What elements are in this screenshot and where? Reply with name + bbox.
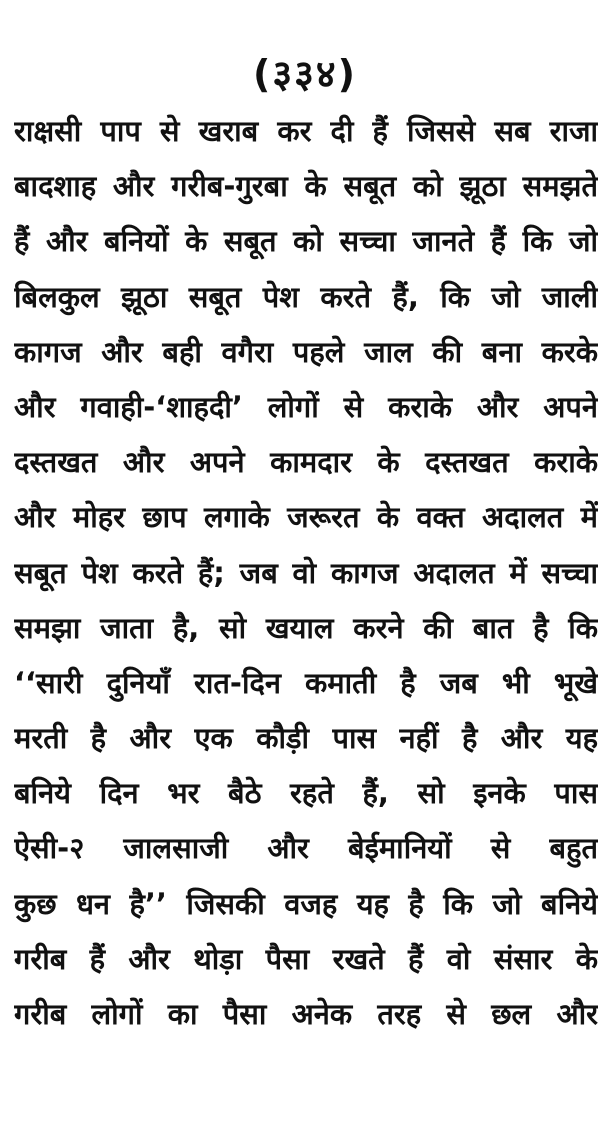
text-line: सबूत पेश करते हैं; जब वो कागज अदालत में सच्चा [14, 555, 598, 590]
text-line: कुछ धन है’’ जिसकी वजह यह है कि जो बनिये [14, 886, 598, 921]
text-line: गरीब लोगों का पैसा अनेक तरह से छल और [14, 997, 598, 1031]
text-line: राक्षसी पाप से खराब कर दी हैं जिससे सब राजा [14, 114, 598, 148]
body-text [14, 104, 598, 1042]
text-line: ऐसी-२ जालसाजी और बेईमानियों से बहुत [14, 831, 598, 866]
text-line: समझा जाता है, सो खयाल करने की बात है कि [14, 610, 598, 645]
text-line: और मोहर छाप लगाके जरूरत के वक्त अदालत में [14, 500, 598, 535]
text-line: दस्तखत और अपने कामदार के दस्तखत कराके [14, 445, 598, 480]
text-line: बिलकुल झूठा सबूत पेश करते हैं, कि जो जाली [14, 279, 598, 314]
text-line: ‘‘सारी दुनियाँ रात-दिन कमाती है जब भी भूखे [14, 665, 598, 700]
text-line: हैं और बनियों के सबूत को सच्चा जानते हैं कि जो [14, 224, 598, 259]
text-line: मरती है और एक कौड़ी पास नहीं है और यह [14, 721, 598, 756]
text-line: कागज और बही वगैरा पहले जाल की बना करके [14, 334, 598, 369]
text-line: और गवाही-‘शाहदी’ लोगों से कराके और अपने [14, 389, 598, 424]
page-number: (३३४) [252, 52, 357, 96]
text-line: बादशाह और गरीब-गुरबा के सबूत को झूठा समझते [14, 169, 598, 204]
text-line: बनिये दिन भर बैठे रहते हैं, सो इनके पास [14, 776, 598, 811]
text-line: गरीब हैं और थोड़ा पैसा रखते हैं वो संसार के [14, 941, 598, 976]
